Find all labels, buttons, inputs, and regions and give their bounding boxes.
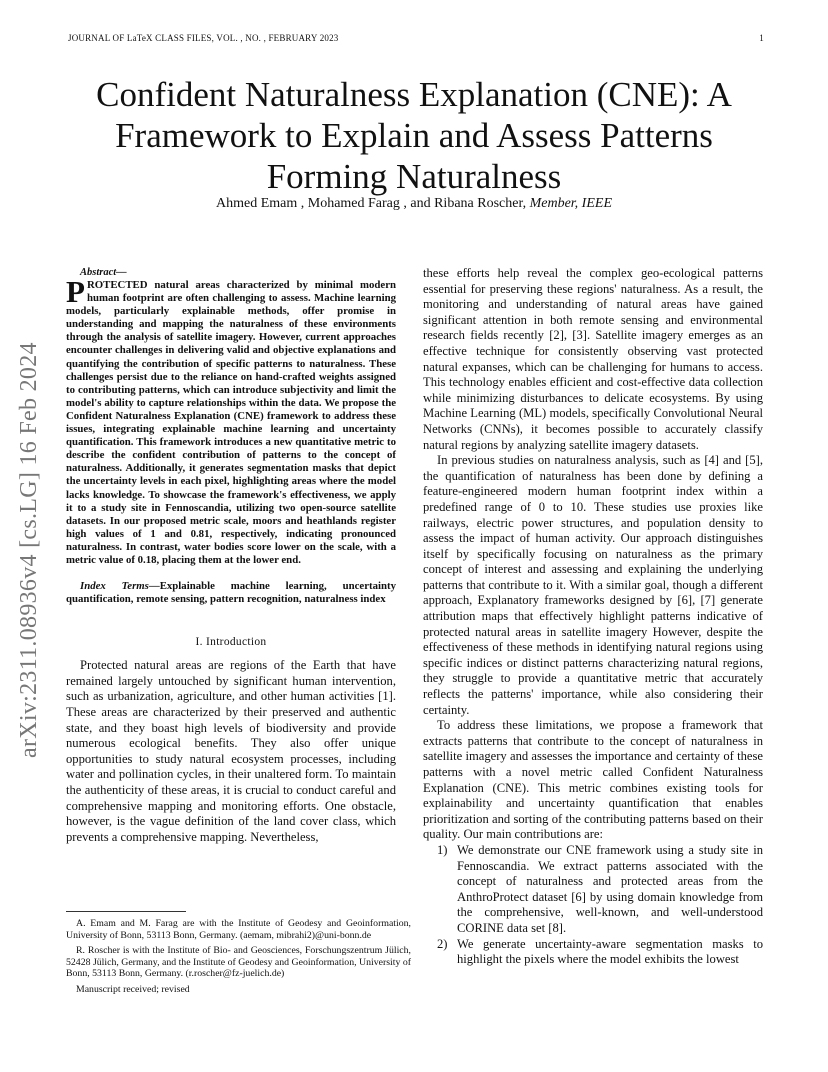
author-names: Ahmed Emam , Mohamed Farag , and Ribana Roscher,: [215, 196, 527, 211]
index-terms-label: Index Terms: [80, 580, 149, 593]
section-heading-introduction: I. Introduction: [195, 636, 267, 649]
author-membership: Member, IEEE: [529, 196, 612, 211]
abstract-dropcap: P: [66, 274, 85, 309]
contribution-text: We generate uncertainty-aware segmentation masks to highlight the pixels where the model exhibits the lowest: [457, 936, 763, 967]
contribution-text: We demonstrate our CNE framework using a study site in Fennoscandia. We extract patterns associated with the concept of naturalness and protected areas from the AnthroProtect dataset [6] by using domain knowledge from the comprehensive, well-known, and well-understood CORINE data set [8].: [457, 842, 763, 935]
footnote-manuscript: Manuscript received; revised: [76, 983, 190, 995]
footnote-rule: [66, 911, 186, 912]
contribution-number: 2): [437, 936, 448, 951]
right-paragraph-3: To address these limitations, we propose a framework that extracts patterns that contribute to the concept of naturalness in satellite imagery and assesses the importance and certainty of these patterns with a novel metric called Confident Naturalness Explanation (CNE). This metric combines existing tools for explainability and uncertainty quantification that enables prioritization and sorting of the contributing patterns based on their quality. Our main contributions are:: [423, 718, 763, 842]
index-terms: [66, 580, 396, 606]
left-column: [66, 266, 396, 845]
footnotes: [66, 912, 411, 1000]
intro-paragraph-1: Protected natural areas are regions of the Earth that have remained largely untouched by significant human intervention, such as urbanization, agriculture, and other human activities [1]. These areas are characterized by their preserved and authentic state, and they boast high levels of biodiversity and provide numerous ecological benefits. They also offer unique opportunities to study natural ecosystem processes, including water and pollination cycles, in their unaltered form. To maintain the authenticity of these areas, it is crucial to conduct careful and comprehensive mapping and monitoring efforts. One obstacle, however, is the vague definition of the land cover class, which prevents a comprehensive mapping. Nevertheless,: [66, 658, 396, 844]
running-head-text: JOURNAL OF LaTeX CLASS FILES, VOL. , NO. , FEBRUARY 2023: [68, 33, 339, 43]
contribution-item: [423, 937, 763, 968]
running-header: [68, 33, 764, 43]
contribution-item: [423, 843, 763, 937]
right-paragraph-1: these efforts help reveal the complex geo-ecological patterns essential for preserving these regions' naturalness. As a result, the monitoring and understanding of natural areas have gained significant attention in both remote sensing and environmental research fields recently [2], [3]. Satellite imagery emerges as an effective technique for consistently observing vast protected natural expanses, which can be challenging for humans to access. This technology enables efficient and cost-effective data collection while minimizing disturbances to delicate ecosystems. By using Machine Learning (ML) models, specifically Convolutional Neural Networks (CNNs), it becomes possible to accurately classify natural regions by analyzing satellite imagery datasets.: [423, 266, 763, 452]
contribution-number: 1): [437, 842, 448, 857]
right-paragraph-2: In previous studies on naturalness analysis, such as [4] and [5], the quantification of naturalness has been done by defining a feature-engineered modern human footprint index within a predefined range of 0 to 10. These studies use proxies like railways, electric power structures, and population density to assess the impact of human activity. Our approach distinguishes itself by specifically focusing on naturalness as the primary concept of interest and assessing and explaining the underlying patterns that contribute to it. With a similar goal, though a different approach, Explanatory frameworks designed by [6], [7] generate attribution maps that effectively highlight patterns indicative of protected natural areas in satellite imagery However, despite the effectiveness of these methods in identifying natural regions using specific indices or distinct patterns characterizing natural regions, they struggle to provide a quantitative metric that accurately reflects the patterns' importance, while also considering their certainty.: [423, 453, 763, 717]
abstract-label: Abstract—: [80, 267, 127, 278]
paper-title: Confident Naturalness Explanation (CNE): A Framework to Explain and Assess Patterns Forming Naturalness: [96, 75, 732, 196]
footnote-affiliation-1: A. Emam and M. Farag are with the Institute of Geodesy and Geoinformation, University of Bonn, 53113 Bonn, Germany. (aemam, mibrahi2)@uni-bonn.de: [66, 918, 411, 941]
arxiv-stamp[interactable]: arXiv:2311.08936v4 [cs.LG] 16 Feb 2024: [16, 342, 42, 758]
abstract-text: ROTECTED natural areas characterized by minimal modern human footprint are often challenging to assess. Machine learning models, particularly explainable methods, offer promise in understanding and mapping the naturalness of these environments through the analysis of satellite imagery. However, current approaches encounter challenges in delivering valid and objective explanations and quantifying the contribution of specific patterns to naturalness. These challenges persist due to the reliance on hand-crafted weights assigned to contributing patterns, which can introduce subjectivity and limit the model's ability to capture relationships within the data. We propose the Confident Naturalness Explanation (CNE) framework to address these issues, integrating explainable machine learning and uncertainty quantification. This framework introduces a new quantitative metric to describe the confident contribution of patterns to the concept of naturalness. Additionally, it generates segmentation masks that depict the uncertainty levels in each pixel, highlighting areas where the model lacks knowledge. To showcase the framework's effectiveness, we apply it to a study site in Fennoscandia, utilizing two open-source satellite datasets. In our proposed metric scale, moors and heathlands register high values of 1 and 0.81, respectively, indicating pronounced naturalness. In contrast, water bodies score lower on the scale, with a metric value of 0.18, placing them at the lower end.: [66, 279, 396, 566]
abstract: [66, 274, 396, 567]
index-terms-text: —Explainable machine learning, uncertainty quantification, remote sensing, pattern recognition, naturalness index: [66, 580, 396, 606]
footnote-affiliation-2: R. Roscher is with the Institute of Bio- and Geosciences, Forschungszentrum Jülich, 52428 Jülich, Germany, and the Institute of Geodesy and Geoinformation, University of Bonn, 53113 Bonn, Germany. (r.roscher@fz-juelich.de): [66, 945, 411, 980]
author-line: [60, 196, 768, 212]
right-column: [423, 266, 763, 968]
contributions-list: [423, 843, 763, 968]
page-number: 1: [759, 33, 764, 43]
